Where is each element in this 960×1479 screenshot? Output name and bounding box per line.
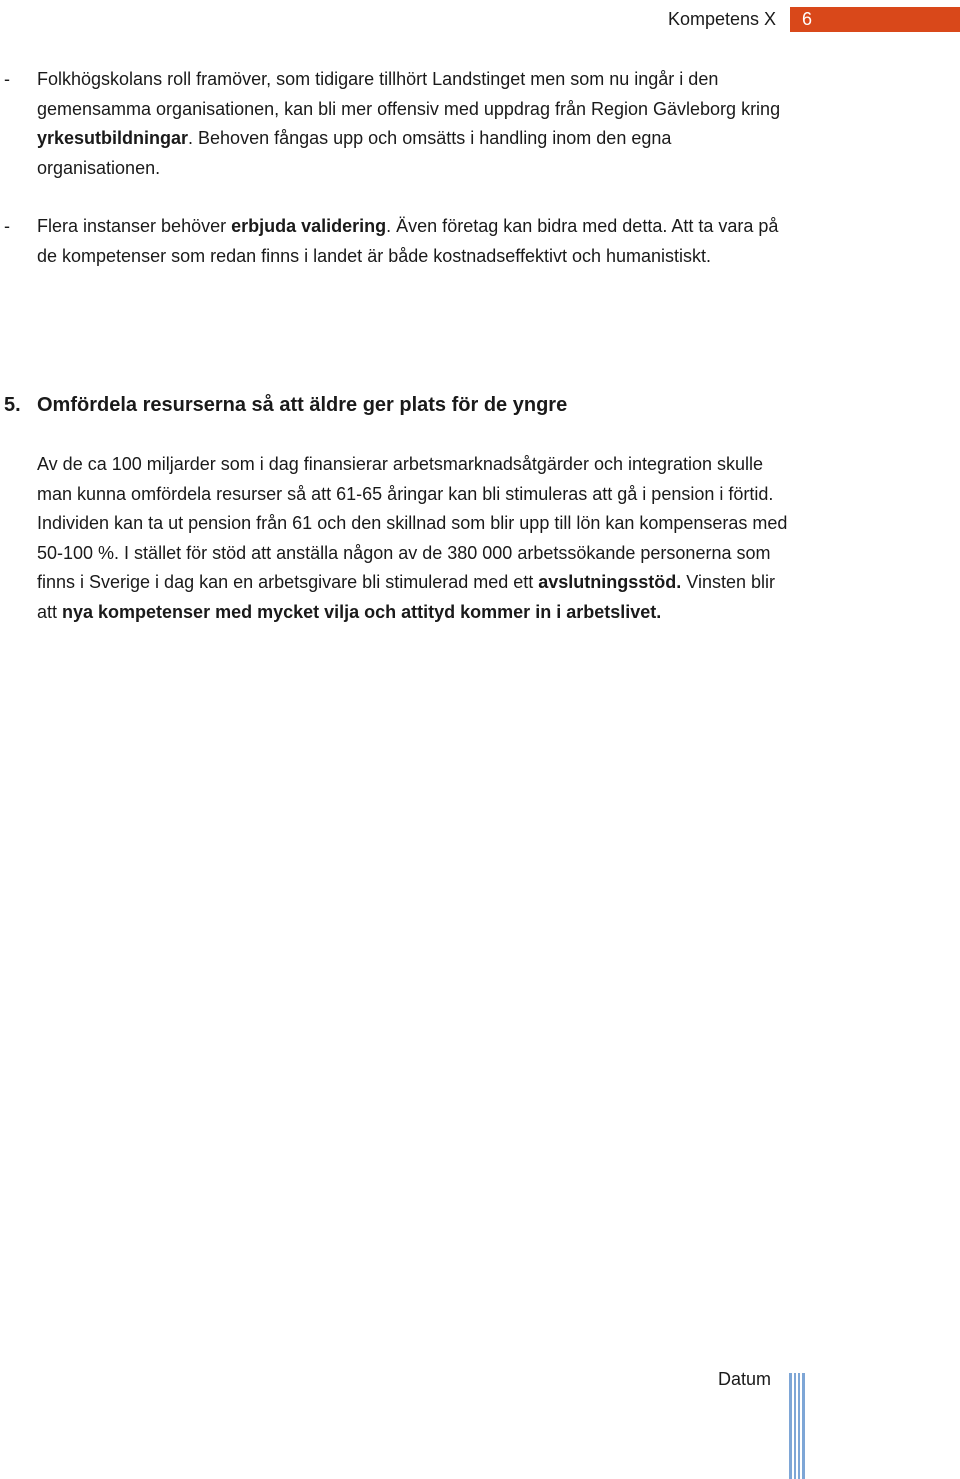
bullet-dash: - [4,216,10,236]
footer-line [789,1373,792,1479]
bullet-text-part: Flera instanser behöver [37,216,232,236]
bullet-text-bold: erbjuda validering [231,216,387,236]
page-number-badge: 6 [790,7,960,32]
section-heading [4,390,567,420]
bullet-text-part: . Behoven fångas upp och omsätts i handling inom den egna organisationen. [37,128,672,178]
paragraph-text-part: Vinsten blir att [37,572,775,622]
paragraph-text-part: Av de ca 100 miljarder som i dag finansierar arbetsmarknadsåtgärder och integration skulle man kunna omfördela resurser så att 61-65 åringar kan bli stimuleras att gå i pension i förtid. Individen kan ta ut pension från 61 och den skillnad som blir upp till lön kan kompenseras med 50-100 %. I stället för stöd att anställa någon av de 380 000 arbetssökande personerna som finns i Sverige i dag kan en arbetsgivare bli stimulerad med ett [37,454,788,592]
footer-line [798,1373,800,1479]
section-paragraph [37,450,797,627]
bullet-text-part: . Även företag kan bidra med detta. Att ta vara på de kompetenser som redan finns i landet är både kostnadseffektivt och humanistiskt. [37,216,779,266]
bullet-item-folkhogskola [4,65,794,183]
bullet-text-bold: yrkesutbildningar [37,128,189,148]
bullet-dash: - [4,69,10,89]
paragraph-text-bold: avslutningsstöd. [538,572,682,592]
footer-date-label: Datum [718,1369,772,1389]
bullet-text-part: Folkhögskolans roll framöver, som tidigare tillhört Landstinget men som nu ingår i den gemensamma organisationen, kan bli mer offensiv med uppdrag från Region Gävleborg kring [37,69,781,119]
bullet-text [37,212,794,271]
bullet-item-validering [4,212,794,271]
bullet-text [37,65,794,183]
footer-decorative-lines [789,1373,805,1479]
footer-line [794,1373,796,1479]
section-title: Omfördela resurserna så att äldre ger plats för de yngre [37,394,568,416]
paragraph-text-bold: nya kompetenser med mycket vilja och attityd kommer in i arbetslivet. [62,601,662,622]
section-number: 5. [4,394,21,416]
footer-line [802,1373,805,1479]
header-title: Kompetens X [667,9,776,29]
